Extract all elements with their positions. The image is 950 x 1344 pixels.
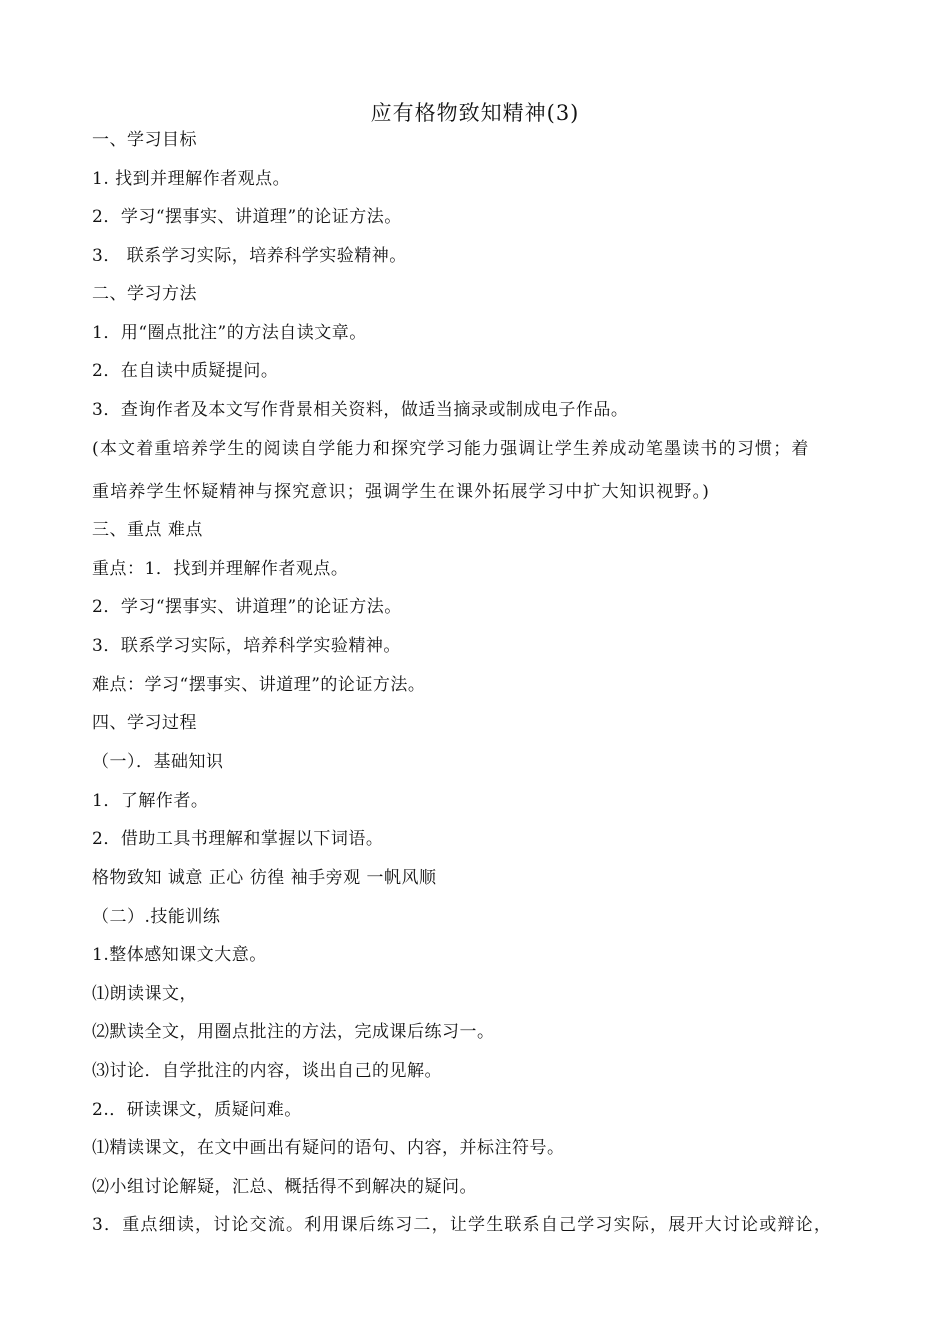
subsection-skill-training: （二）.技能训练 xyxy=(92,907,221,927)
skill-item-2-sub-2: ⑵小组讨论解疑，汇总、概括得不到解决的疑问。 xyxy=(92,1177,477,1197)
method-note-line-1: (本文着重培养学生的阅读自学能力和探究学习能力强调让学生养成动笔墨读书的习惯；着 xyxy=(92,439,810,459)
skill-subitem-3: ⑶讨论．自学批注的内容，谈出自己的见解。 xyxy=(92,1061,442,1081)
section-heading-methods: 二、学习方法 xyxy=(92,284,197,304)
basic-item-2: 2．借助工具书理解和掌握以下词语。 xyxy=(92,829,384,849)
goal-item-3: 3． 联系学习实际，培养科学实验精神。 xyxy=(92,246,407,266)
method-item-1: 1．用“圈点批注”的方法自读文章。 xyxy=(92,323,367,343)
section-heading-key-points: 三、重点 难点 xyxy=(92,520,203,540)
method-note-line-2: 重培养学生怀疑精神与探究意识；强调学生在课外拓展学习中扩大知识视野。) xyxy=(92,482,711,502)
section-heading-goals: 一、学习目标 xyxy=(92,130,197,150)
goal-item-1: 1. 找到并理解作者观点。 xyxy=(92,169,291,189)
skill-item-3: 3．重点细读，讨论交流。利用课后练习二，让学生联系自己学习实际，展开大讨论或辩论， xyxy=(92,1215,833,1235)
key-point-2: 2．学习“摆事实、讲道理”的论证方法。 xyxy=(92,597,402,617)
vocabulary-list: 格物致知 诚意 正心 彷徨 袖手旁观 一帆风顺 xyxy=(92,868,437,888)
skill-item-1: 1.整体感知课文大意。 xyxy=(92,945,267,965)
skill-subitem-1: ⑴朗读课文， xyxy=(92,984,197,1004)
key-point-1: 重点：1．找到并理解作者观点。 xyxy=(92,559,349,579)
document-title: 应有格物致知精神(3) xyxy=(370,101,580,125)
key-point-3: 3．联系学习实际，培养科学实验精神。 xyxy=(92,636,401,656)
skill-subitem-2: ⑵默读全文，用圈点批注的方法，完成课后练习一。 xyxy=(92,1022,495,1042)
basic-item-1: 1．了解作者。 xyxy=(92,791,209,811)
goal-item-2: 2．学习“摆事实、讲道理”的论证方法。 xyxy=(92,207,402,227)
subsection-basic-knowledge: （一）．基础知识 xyxy=(92,752,224,772)
method-item-2: 2．在自读中质疑提问。 xyxy=(92,361,279,381)
skill-item-2-sub-1: ⑴精读课文，在文中画出有疑问的语句、内容，并标注符号。 xyxy=(92,1138,565,1158)
skill-item-2: 2.．研读课文，质疑问难。 xyxy=(92,1100,302,1120)
section-heading-process: 四、学习过程 xyxy=(92,713,197,733)
method-item-3: 3．查询作者及本文写作背景相关资料，做适当摘录或制成电子作品。 xyxy=(92,400,629,420)
difficult-point: 难点：学习“摆事实、讲道理”的论证方法。 xyxy=(92,675,426,695)
